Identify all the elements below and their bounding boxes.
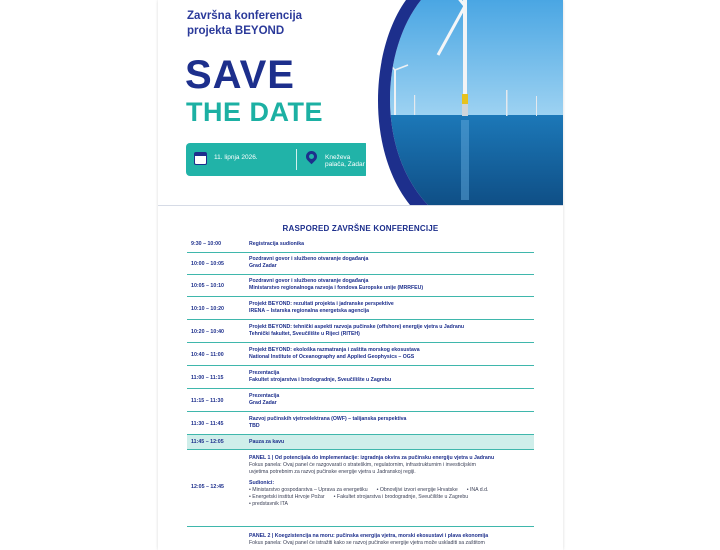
row-description [249, 256, 529, 270]
row-time: 11:30 – 11:45 [191, 421, 224, 427]
panel-2-description [249, 533, 529, 547]
title-line-1: Završna konferencija [187, 10, 303, 22]
divider [296, 149, 297, 170]
participant: • Energetski institut Hrvoje Požar [249, 494, 325, 501]
row-line-2: Ministarstvo regionalnoga razvoja i fondova Europske unije (MRRFEU) [249, 285, 424, 291]
participants-list-1 [249, 487, 529, 494]
coffee-break-row [187, 435, 534, 450]
row-time: 10:20 – 10:40 [191, 329, 224, 335]
row-line-2: TBD [249, 423, 260, 429]
panel-2-row [187, 527, 534, 550]
row-line-1: Pauza za kavu [249, 439, 285, 445]
row-time: 10:10 – 10:20 [191, 306, 224, 312]
row-description [249, 278, 529, 292]
participant: • predstavnik ITA [249, 501, 288, 508]
row-time: 11:15 – 11:30 [191, 398, 224, 404]
row-line-1: Pozdravni govor i službeno otvaranje događanja [249, 256, 369, 262]
schedule-title: RASPORED ZAVRŠNE KONFERENCIJE [282, 224, 439, 233]
row-time: 10:40 – 11:00 [191, 352, 224, 358]
row-description [249, 301, 529, 315]
participant: • Ministarstvo gospodarstva – Uprava za energetiku [249, 487, 368, 494]
row-line-2: National Institute of Oceanography and Applied Geophysics – OGS [249, 354, 415, 360]
table-row [187, 275, 534, 297]
row-line-1: Projekt BEYOND: tehnički aspekti razvoja pučinske (offshore) energije vjetra u Jadranu [249, 324, 465, 330]
row-description [249, 370, 529, 384]
schedule-table [187, 237, 534, 550]
panel-1-focus-2: uvjetima potrebnim za razvoj pučinske energije vjetra u Jadranskoj regiji. [249, 469, 416, 475]
row-time: 9:30 – 10:00 [191, 241, 222, 247]
save-heading: SAVE [185, 53, 295, 97]
row-description [249, 393, 529, 407]
row-line-1: Prezentacija [249, 393, 280, 399]
row-time: 11:45 – 12:05 [191, 439, 224, 445]
row-line-1: Prezentacija [249, 370, 280, 376]
row-line-1: Registracija sudionika [249, 241, 305, 247]
row-time: 10:05 – 10:10 [191, 283, 224, 289]
row-time: 11:00 – 11:15 [191, 375, 224, 381]
panel-1-focus: Fokus panela: Ovaj panel će razgovarati o strateškim, regulatornim, infrastrukturnim i investicijskim [249, 462, 476, 468]
table-row [187, 389, 534, 412]
row-time: 12:05 – 12:45 [191, 484, 224, 490]
row-description [249, 439, 529, 446]
panel-2-focus: Fokus panela: Ovaj panel će istražiti kako se razvoj pučinske energije vjetra može uskladiti sa zaštitom [249, 540, 485, 546]
section-divider [158, 205, 563, 206]
participant: • INA d.d. [467, 487, 489, 494]
row-line-2: Tehnički fakultet, Sveučilište u Rijeci (RITEH) [249, 331, 360, 337]
the-date-heading: THE DATE [186, 97, 323, 127]
table-row [187, 253, 534, 275]
event-date: 11. lipnja 2026. [214, 154, 258, 161]
row-line-1: Pozdravni govor i službeno otvaranje događanja [249, 278, 369, 284]
panel-1-title: | Od potencijala do implementacije: izgradnja okvira za pučinsku energiju vjetra u Jadranu [270, 455, 495, 461]
row-description [249, 241, 529, 248]
row-line-1: Projekt BEYOND: ekološka razmatranja i zaštita morskog ekosustava [249, 347, 420, 353]
table-row [187, 237, 534, 253]
row-line-2: Grad Zadar [249, 400, 277, 406]
row-line-2: IRENA – Istarska regionalna energetska agencija [249, 308, 370, 314]
table-row [187, 366, 534, 389]
row-time: 10:00 – 10:05 [191, 261, 224, 267]
participants-list-3 [249, 501, 529, 508]
table-row [187, 320, 534, 343]
invitation-page [158, 0, 563, 550]
panel-2-title: | Koegzistencija na moru: pučinska energija vjetra, morski ekosustavi i plava ekonomija [270, 533, 489, 539]
row-description [249, 416, 529, 430]
calendar-icon [194, 152, 207, 165]
location-pin-icon [304, 149, 320, 165]
table-row [187, 343, 534, 366]
event-location: Kneževa palača, Zadar [325, 154, 365, 168]
conference-title [187, 9, 367, 39]
title-line-2: projekta BEYOND [187, 25, 285, 37]
row-line-2: Fakultet strojarstva i brodogradnje, Sveučilište u Zagrebu [249, 377, 392, 383]
table-row [187, 412, 534, 435]
panel-2-label: PANEL 2 [249, 533, 271, 539]
event-info-banner [186, 143, 369, 176]
row-description [249, 324, 529, 338]
participant: • Fakultet strojarstva i brodogradnje, Sveučilište u Zagrebu [334, 494, 468, 501]
panel-1-row [187, 450, 534, 527]
panel-1-label: PANEL 1 [249, 455, 271, 461]
row-description [249, 347, 529, 361]
participants-label: Sudionici: [249, 480, 275, 486]
panel-1-description [249, 455, 529, 508]
row-line-2: Grad Zadar [249, 263, 277, 269]
table-row [187, 297, 534, 320]
participant: • Obnovljivi izvori energije Hrvatske [377, 487, 458, 494]
wind-turbine-photo [366, 0, 563, 205]
participants-list-2 [249, 494, 529, 501]
row-line-1: Razvoj pučinskih vjetroelektrana (OWF) – talijanska perspektiva [249, 416, 407, 422]
row-line-1: Projekt BEYOND: rezultati projekta i jadranske perspektive [249, 301, 394, 307]
